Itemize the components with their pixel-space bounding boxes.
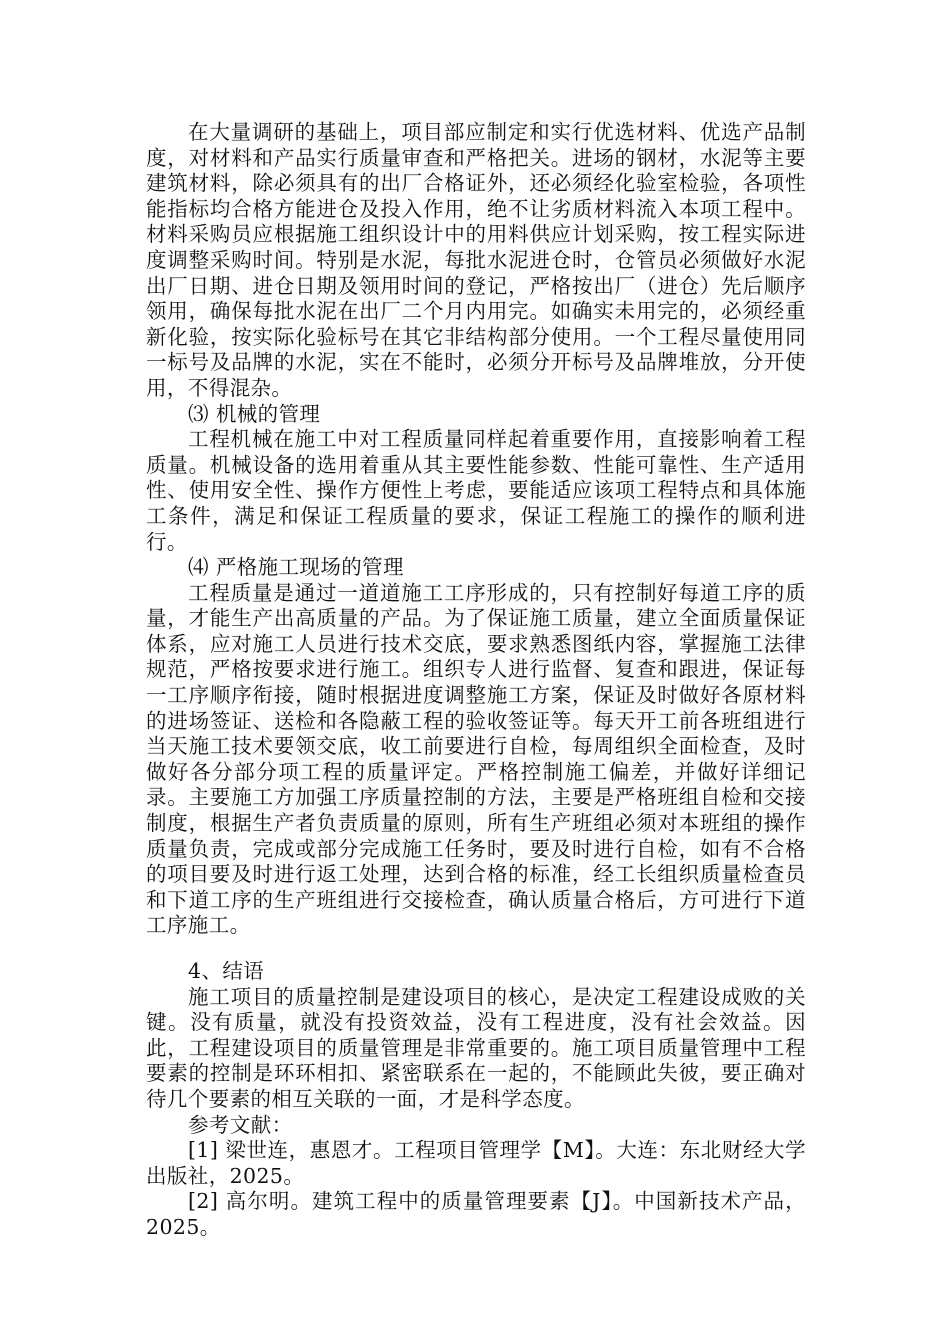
- reference-2: [2] 高尔明。建筑工程中的质量管理要素【J】。中国新技术产品，2025。: [146, 1189, 806, 1239]
- paragraph-machinery: 工程机械在施工中对工程质量同样起着重要作用，直接影响着工程质量。机械设备的选用着重从其主要性能参数、性能可靠性、生产适用性、使用安全性、操作方便性上考虑，要能适应该项工程特点和具体施工条件，满足和保证工程质量的要求，保证工程施工的操作的顺利进行。: [146, 427, 806, 554]
- heading-conclusion: 4、结语: [188, 959, 265, 983]
- heading-site-management: ⑷ 严格施工现场的管理: [188, 555, 404, 580]
- heading-machinery: ⑶ 机械的管理: [188, 401, 321, 426]
- reference-1: [1] 梁世连，惠恩才。工程项目管理学【M】。大连：东北财经大学出版社，2025。: [146, 1138, 806, 1188]
- paragraph-materials: 在大量调研的基础上，项目部应制定和实行优选材料、优选产品制度，对材料和产品实行质量审查和严格把关。进场的钢材，水泥等主要建筑材料，除必须具有的出厂合格证外，还必须经化验室检验，各项性能指标均合格方能进仓及投入作用，绝不让劣质材料流入本项工程中。材料采购员应根据施工组织设计中的用料供应计划采购，按工程实际进度调整采购时间。特别是水泥，每批水泥进仓时，仓管员必须做好水泥出厂日期、进仓日期及领用时间的登记，严格按出厂（进仓）先后顺序领用，确保每批水泥在出厂二个月内用完。如确实未用完的，必须经重新化验，按实际化验标号在其它非结构部分使用。一个工程尽量使用同一标号及品牌的水泥，实在不能时，必须分开标号及品牌堆放，分开使用，不得混杂。: [146, 120, 806, 400]
- section-gap: [146, 939, 806, 959]
- document-page: [146, 120, 806, 1241]
- paragraph-conclusion: 施工项目的质量控制是建设项目的核心，是决定工程建设成败的关键。没有质量，就没有投资效益，没有工程进度，没有社会效益。因此，工程建设项目的质量管理是非常重要的。施工项目质量管理中工程要素的控制是环环相扣、紧密联系在一起的，不能顾此失彼，要正确对待几个要素的相互关联的一面，才是科学态度。: [146, 984, 806, 1111]
- heading-references: 参考文献：: [188, 1112, 293, 1137]
- paragraph-site-management: 工程质量是通过一道道施工工序形成的，只有控制好每道工序的质量，才能生产出高质量的产品。为了保证施工质量，建立全面质量保证体系，应对施工人员进行技术交底，要求熟悉图纸内容，掌握施工法律规范，严格按要求进行施工。组织专人进行监督、复查和跟进，保证每一工序顺序衔接，随时根据进度调整施工方案，保证及时做好各原材料的进场签证、送检和各隐蔽工程的验收签证等。每天开工前各班组进行当天施工技术要领交底，收工前要进行自检，每周组织全面检查，及时做好各分部分项工程的质量评定。严格控制施工偏差，并做好详细记录。主要施工方加强工序质量控制的方法，主要是严格班组自检和交接制度，根据生产者负责质量的原则，所有生产班组必须对本班组的操作质量负责，完成或部分完成施工任务时，要及时进行自检，如有不合格的项目要及时进行返工处理，达到合格的标准，经工长组织质量检查员和下道工序的生产班组进行交接检查，确认质量合格后，方可进行下道工序施工。: [146, 580, 806, 938]
